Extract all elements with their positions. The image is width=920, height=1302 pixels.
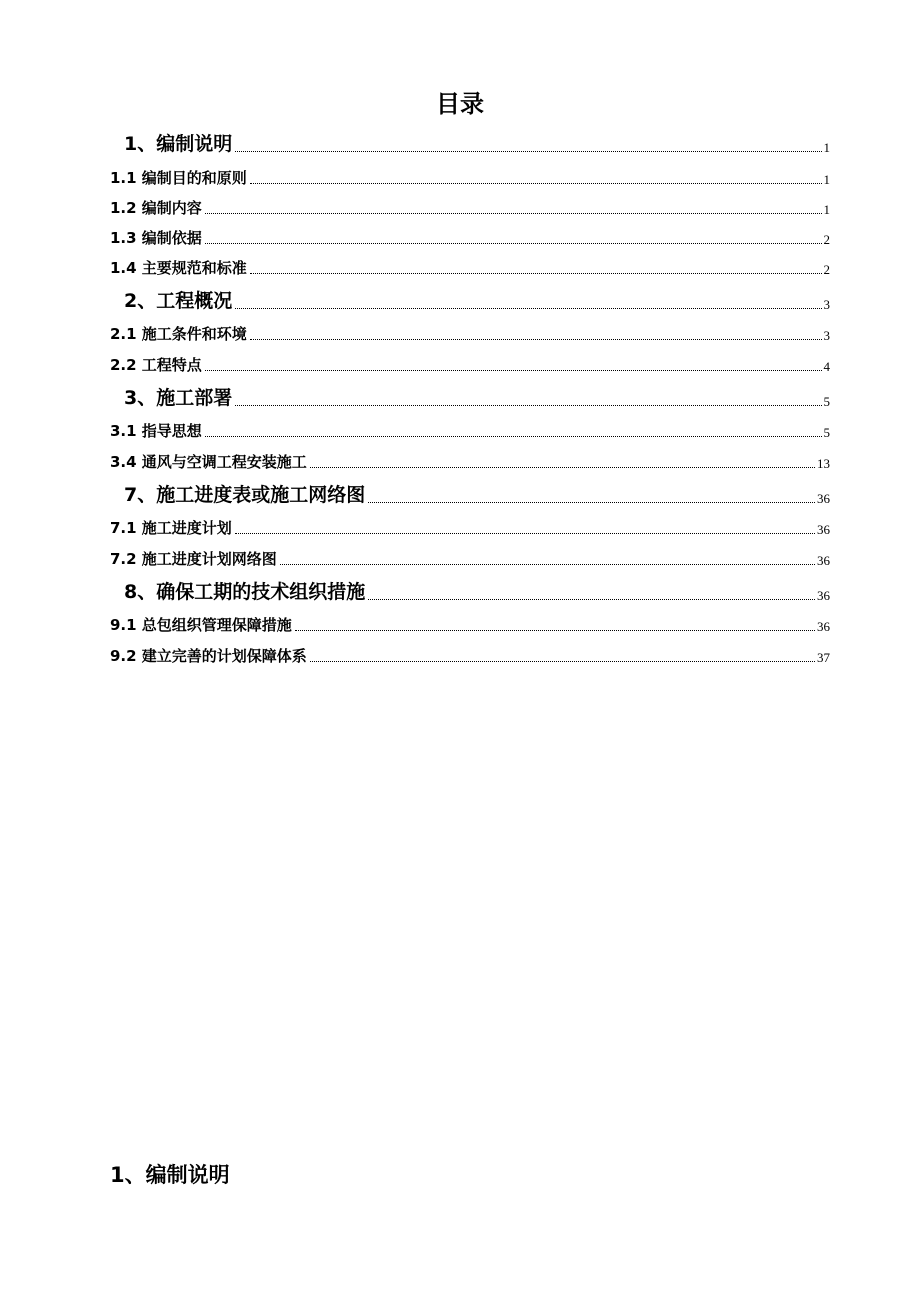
toc-entry[interactable] [110,518,830,538]
toc-entry-page: 36 [817,588,830,603]
toc-entry-label: 2、工程概况 [124,290,233,312]
toc-entry-label: 3、施工部署 [124,387,233,409]
toc-entry-label: 2.2 工程特点 [110,356,202,374]
toc-entry-label: 7.2 施工进度计划网络图 [110,550,277,568]
toc-entry-label: 9.2 建立完善的计划保障体系 [110,647,307,665]
toc-leader-dots [280,563,815,565]
toc-leader-dots [235,307,821,309]
toc-entry-page: 5 [823,394,830,409]
toc-entry-page: 36 [817,619,830,634]
toc-title: 目录 [436,90,484,118]
toc-entry-label: 1.3 编制依据 [110,229,202,247]
toc-entry-label: 1.4 主要规范和标准 [110,259,247,277]
toc-entry-page: 36 [817,491,830,506]
toc-entry[interactable] [110,549,830,569]
toc-entry[interactable] [110,421,830,441]
toc-entry-label: 7、施工进度表或施工网络图 [124,484,366,506]
toc-leader-dots [205,369,822,371]
toc-entry[interactable] [110,386,830,410]
toc-entry[interactable] [110,198,830,218]
toc-leader-dots [368,501,815,503]
toc-entry[interactable] [110,452,830,472]
toc-entry-label: 9.1 总包组织管理保障措施 [110,616,292,634]
toc-entry-page: 2 [823,232,830,247]
toc-leader-dots [295,629,815,631]
toc-entry[interactable] [110,258,830,278]
toc-leader-dots [250,338,822,340]
toc-entry-page: 36 [817,553,830,568]
toc-entry[interactable] [110,228,830,248]
toc-leader-dots [205,242,822,244]
toc-entry[interactable] [110,289,830,313]
toc-leader-dots [368,598,815,600]
toc-leader-dots [205,212,822,214]
toc-entry-label: 7.1 施工进度计划 [110,519,232,537]
toc-entry-label: 1.1 编制目的和原则 [110,169,247,187]
toc-entry-page: 13 [817,456,830,471]
toc-entry-label: 8、确保工期的技术组织措施 [124,581,366,603]
toc-entry-label: 2.1 施工条件和环境 [110,325,247,343]
toc-entry[interactable] [110,615,830,635]
toc-entry[interactable] [110,324,830,344]
toc-entry[interactable] [110,168,830,188]
toc-entry-label: 1.2 编制内容 [110,199,202,217]
toc-leader-dots [235,404,821,406]
toc-entry-label: 3.1 指导思想 [110,422,202,440]
toc-entry-page: 3 [823,328,830,343]
toc-entry[interactable] [110,483,830,507]
toc-entry-label: 1、编制说明 [124,133,233,155]
section-heading: 1、编制说明 [110,1163,230,1187]
toc-entry-page: 2 [823,262,830,277]
toc-leader-dots [235,150,821,152]
toc-entry[interactable] [110,580,830,604]
toc-leader-dots [310,466,815,468]
toc-leader-dots [235,532,815,534]
toc-entry-label: 3.4 通风与空调工程安装施工 [110,453,307,471]
toc-entry-page: 1 [823,172,830,187]
toc-entry[interactable] [110,355,830,375]
toc-entry-page: 36 [817,522,830,537]
toc-entry[interactable] [110,646,830,666]
toc-leader-dots [250,182,822,184]
toc-entry-page: 37 [817,650,830,665]
toc-entry[interactable] [110,132,830,156]
toc-leader-dots [310,660,815,662]
toc-entry-page: 4 [823,359,830,374]
toc-entry-page: 5 [823,425,830,440]
toc-entry-page: 3 [823,297,830,312]
toc-entry-page: 1 [823,202,830,217]
toc-leader-dots [250,272,822,274]
toc-leader-dots [205,435,822,437]
toc-entry-page: 1 [823,140,830,155]
